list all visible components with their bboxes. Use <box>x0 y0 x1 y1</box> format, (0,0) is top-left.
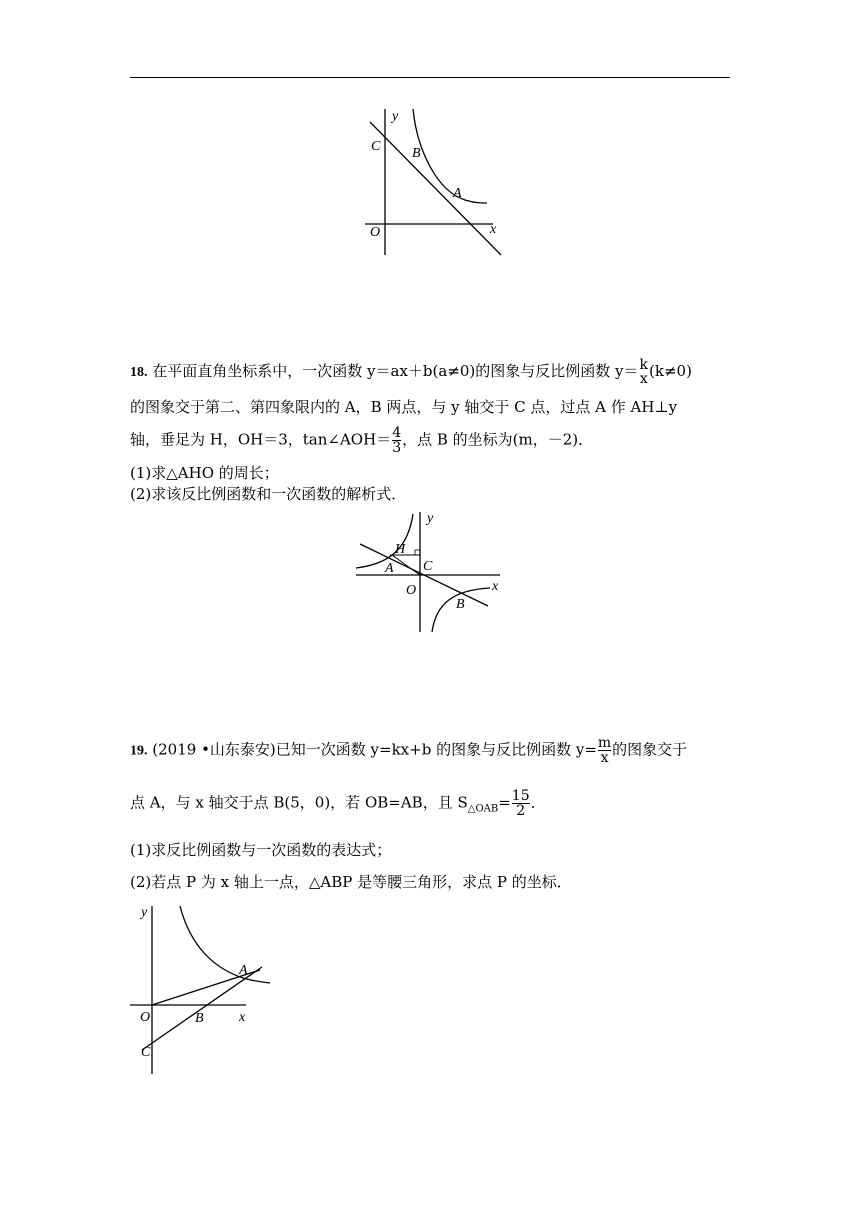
frac-numerator: 15 <box>511 788 530 804</box>
fig3-label-C: C <box>141 1045 151 1060</box>
frac-numerator: k <box>639 357 649 373</box>
fig1-label-C: C <box>371 139 381 154</box>
figure-2 <box>350 508 510 636</box>
frac-denominator: x <box>639 371 648 387</box>
frac-denominator: 2 <box>512 803 530 818</box>
figure-1 <box>355 105 515 260</box>
fig3-label-x: x <box>239 1010 246 1025</box>
frac-denominator: 3 <box>392 440 402 456</box>
q19-area-subscript: △OAB <box>467 803 499 815</box>
q18-line2: 的图象交于第二、第四象限内的 A，B 两点，与 y 轴交于 C 点，过点 A 作 AH⊥y <box>130 398 678 416</box>
q18-sub1: (1)求△AHO 的周长； <box>130 464 279 482</box>
q18-line3-text: 轴，垂足为 H，OH＝3，tan∠AOH＝ <box>130 430 392 449</box>
fig2-label-H: H <box>395 542 406 557</box>
frac-numerator: 4 <box>392 425 402 441</box>
q19-fraction-15-over-2 <box>512 789 530 818</box>
figure-3 <box>128 900 278 1080</box>
q18-fraction-4-over-3 <box>392 426 401 455</box>
q19-number: 19. <box>130 743 148 759</box>
fig2-label-B: B <box>456 597 465 612</box>
frac-denominator: x <box>598 750 611 765</box>
fig2-label-x: x <box>492 579 499 594</box>
q19-sub2: (2)若点 P 为 x 轴上一点，△ABP 是等腰三角形，求点 P 的坐标． <box>130 873 572 891</box>
fig1-label-A: A <box>453 186 462 201</box>
fig2-label-A: A <box>385 561 394 576</box>
fig3-label-B: B <box>195 1011 204 1026</box>
q18-line3 <box>130 426 593 455</box>
q18-line1-text: 在平面直角坐标系中，一次函数 y＝ax＋b(a≠0)的图象与反比例函数 y＝ <box>152 362 639 380</box>
fig3-label-A: A <box>239 963 248 978</box>
q19-sub1: (1)求反比例函数与一次函数的表达式； <box>130 841 392 859</box>
fig2-label-y: y <box>427 511 434 526</box>
q19-line1-tail: 的图象交于 <box>612 740 688 759</box>
q19-line2-tail: ． <box>530 793 546 812</box>
fig1-label-O: O <box>370 225 381 240</box>
fig1-label-x: x <box>490 222 497 237</box>
frac-numerator: m <box>597 735 612 751</box>
fig2-label-C: C <box>423 559 433 574</box>
fig1-label-y: y <box>392 109 399 124</box>
q19-fraction-m-over-x <box>598 736 611 765</box>
q18-line1-tail: (k≠0) <box>649 362 692 380</box>
fig2-label-O: O <box>406 583 417 598</box>
q18-fraction-k-over-x <box>640 358 648 386</box>
q18-line3-tail: ，点 B 的坐标为(m，－2)． <box>402 430 594 449</box>
q18-sub2: (2)求该反比例函数和一次函数的解析式． <box>130 485 407 503</box>
fig3-label-y: y <box>141 905 148 920</box>
q19-line2-text: 点 A，与 x 轴交于点 B(5，0)，若 OB=AB，且 S <box>130 793 468 812</box>
header-rule <box>130 77 730 78</box>
q19-equals: = <box>498 793 511 812</box>
q18-line1 <box>130 358 692 386</box>
q18-number: 18. <box>130 365 148 380</box>
q19-line1 <box>130 736 687 765</box>
fig1-label-B: B <box>412 146 421 161</box>
q19-line1-text: (2019 •山东泰安)已知一次函数 y=kx+b 的图象与反比例函数 y= <box>152 740 597 759</box>
fig3-label-O: O <box>140 1010 151 1025</box>
q19-line2 <box>130 789 546 820</box>
